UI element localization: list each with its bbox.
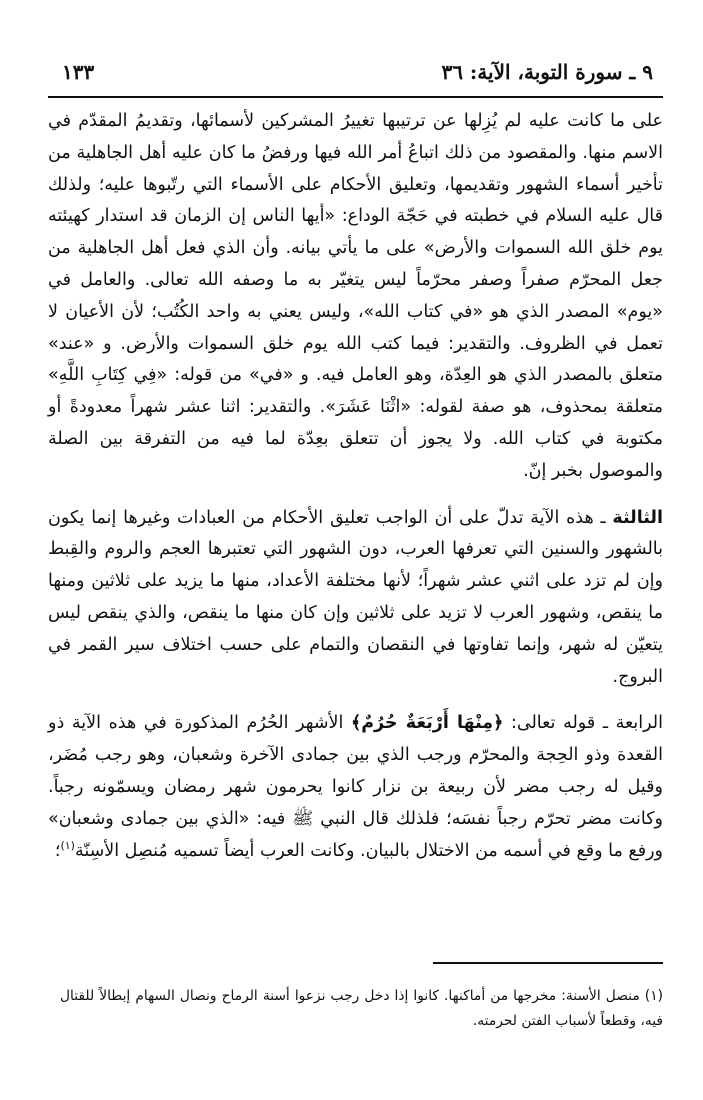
footnote-rule [433,962,663,964]
paragraph-3-text-before-quote: ـ قوله تعالى: [503,713,616,734]
header-rule [48,96,663,98]
paragraph-3-text-end: ؛ [54,840,61,861]
footnote [60,984,663,1034]
paragraph-3 [48,708,663,867]
paragraph-2 [48,503,663,694]
footnote-reference[interactable]: (١) [60,838,75,852]
paragraph-3-text-after-quote: الأشهر الحُرُم المذكورة في هذه الآية ذو القعدة وذو الحِجة والمحرّم ورجب الذي بين جمادى الآخرة وشعبان، وهو رجب مُضَر، وقيل له رجب مضر لأن ربيعة بن نزار كانوا يحرمون شهر رمضان ويسمّونه رجباً. وكانت مضر تحرّم رجباً نفسَه؛ فلذلك قال النبي ﷺ فيه: «الذي بين جمادى وشعبان» ورفع ما وقع في أسمه من الاختلال بالبيان. وكانت العرب أيضاً تسميه مُنصِل الأسِنّة [48,713,663,861]
running-title: ٩ ـ سورة التوبة، الآية: ٣٦ [441,60,653,84]
page-number: ١٣٣ [62,60,95,84]
paragraph-3-lead: الرابعة [615,713,663,734]
page-header [48,60,663,94]
footnote-text: (١) منصل الأسنة: مخرجها من أماكنها. كانوا إذا دخل رجب نزعوا أسنة الرماح ونصال السهام إبطالاً للقتال فيه، وقطعاً لأسباب الفتن لحرمته. [60,988,663,1029]
paragraph-2-lead: الثالثة [612,507,663,528]
paragraph-1 [48,106,663,488]
paragraph-1-text: على ما كانت عليه لم يُزِلها عن ترتيبها تغييرُ المشركين لأسمائها، وتقديمُ المقدّم في الاسم منها. والمقصود من ذلك اتباعُ أمر الله فيها ورفضُ ما كان عليه أهل الجاهلية من تأخير أسماء الشهور وتقديمها، وتعليق الأحكام على الأسماء التي رتّبوها عليه؛ ولذلك قال عليه السلام في خطبته في حَجّة الوداع: «أيها الناس إن الزمان قد استدار كهيئته يوم خلق الله السموات والأرض» على ما يأتي بيانه. وأن الذي فعل أهل الجاهلية من جعل المحرّم صفراً وصفر محرّماً ليس يتغيّر به ما وصفه الله تعالى. والعامل في «يوم» المصدر الذي هو «في كتاب الله»، وليس يعني به واحد الكُتُب؛ لأن الأعيان لا تعمل في الظروف. والتقدير: فيما كتب الله يوم خلق السموات والأرض. و «عند» متعلق بالمصدر الذي هو العِدّة، وهو العامل فيه. و «في» من قوله: «فِي كِتَابِ اللَّهِ» متعلقة بمحذوف، هو صفة لقوله: «اثْنَا عَشَرَ». والتقدير: اثنا عشر شهراً معدودةً أو مكتوبة في كتاب الله. ولا يجوز أن تتعلق بعِدّة لما فيه من التفرقة بين الصلة والموصول بخبر إنّ. [48,111,663,481]
quran-quote: ﴿مِنْهَا أَرْبَعَةٌ حُرُمٌ﴾ [350,713,504,734]
paragraph-2-text: ـ هذه الآية تدلّ على أن الواجب تعليق الأحكام من العبادات وغيرها إنما يكون بالشهور والسنين التي تعرفها العرب، دون الشهور التي تعتبرها العجم والروم والقِبط وإن لم تزد على اثني عشر شهراً؛ لأنها مختلفة الأعداد، منها ما يزيد على ثلاثين ومنها ما ينقص، وشهور العرب لا تزيد على ثلاثين وإن كان منها ما ينقص، والذي ينقص ليس يتعيّن له شهر، وإنما تفاوتها في النقصان والتمام على حسب اختلاف سير القمر في البروج. [48,507,663,687]
